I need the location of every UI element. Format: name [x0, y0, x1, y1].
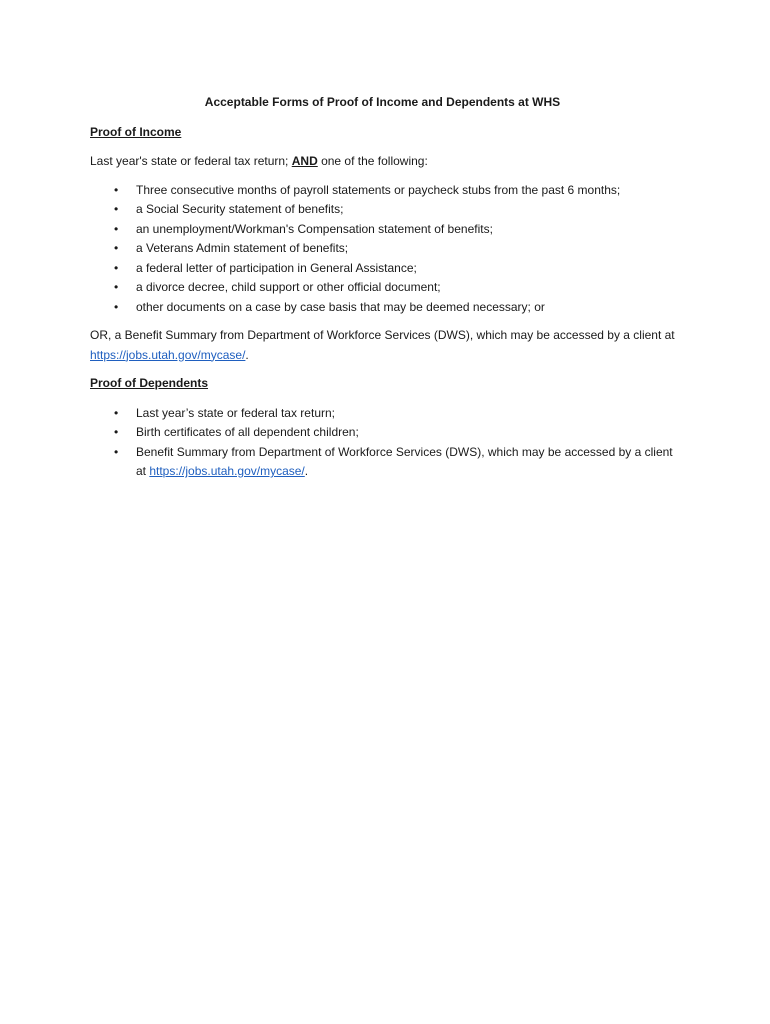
bullet-icon: •: [114, 280, 119, 294]
mycase-link[interactable]: https://jobs.utah.gov/mycase/: [149, 464, 305, 478]
bullet-icon: •: [114, 405, 119, 420]
list-item-text: an unemployment/Workman's Compensation statement of benefits;: [136, 221, 493, 236]
income-or-after: .: [245, 347, 249, 362]
bullet-icon: •: [114, 221, 119, 236]
bullet-icon: •: [114, 299, 119, 314]
income-intro-after: one of the following:: [317, 154, 428, 168]
list-item: [90, 443, 675, 482]
list-item-text: other documents on a case by case basis that may be deemed necessary; or: [136, 299, 545, 314]
list-item: [90, 259, 675, 279]
bullet-icon: •: [114, 182, 119, 197]
list-item: [90, 278, 675, 298]
bullet-icon: •: [114, 444, 119, 459]
list-item-text: Benefit Summary from Department of Workforce Services (DWS), which may be accessed by a client at: [136, 444, 673, 478]
list-item-text: a Social Security statement of benefits;: [136, 202, 344, 216]
list-item: [90, 423, 675, 443]
income-intro-and: AND: [291, 154, 318, 168]
dependents-heading: Proof of Dependents: [90, 376, 209, 390]
income-or-text: OR, a Benefit Summary from Department of Workforce Services (DWS), which may be accessed by a client at: [90, 328, 675, 342]
bullet-icon: •: [114, 260, 119, 275]
list-item-text: Three consecutive months of payroll statements or paycheck stubs from the past 6 months;: [136, 182, 621, 197]
list-item: [90, 181, 675, 201]
income-or-paragraph: [90, 326, 675, 365]
list-item-after: .: [304, 464, 309, 478]
mycase-link[interactable]: https://jobs.utah.gov/mycase/: [90, 347, 246, 362]
bullet-icon: •: [114, 202, 119, 216]
document-title: Acceptable Forms of Proof of Income and Dependents at WHS: [204, 95, 561, 109]
list-item-text: a Veterans Admin statement of benefits;: [136, 241, 349, 255]
list-item-text: Birth certificates of all dependent children;: [136, 425, 359, 439]
list-item-text: Last year’s state or federal tax return;: [136, 405, 335, 420]
list-item: [90, 404, 675, 424]
bullet-icon: •: [114, 425, 119, 439]
list-item-text: a federal letter of participation in General Assistance;: [136, 260, 417, 275]
income-heading: Proof of Income: [90, 124, 182, 139]
bullet-icon: •: [114, 241, 119, 255]
list-item: [90, 200, 675, 220]
income-list: [90, 181, 675, 318]
list-item: [90, 298, 675, 318]
income-intro-before: Last year's state or federal tax return;: [90, 154, 292, 168]
list-item: [90, 220, 675, 240]
list-item-text: a divorce decree, child support or other official document;: [136, 280, 441, 294]
list-item: [90, 239, 675, 259]
income-intro: [90, 152, 675, 172]
document-body: [90, 93, 675, 491]
dependents-list: [90, 404, 675, 482]
